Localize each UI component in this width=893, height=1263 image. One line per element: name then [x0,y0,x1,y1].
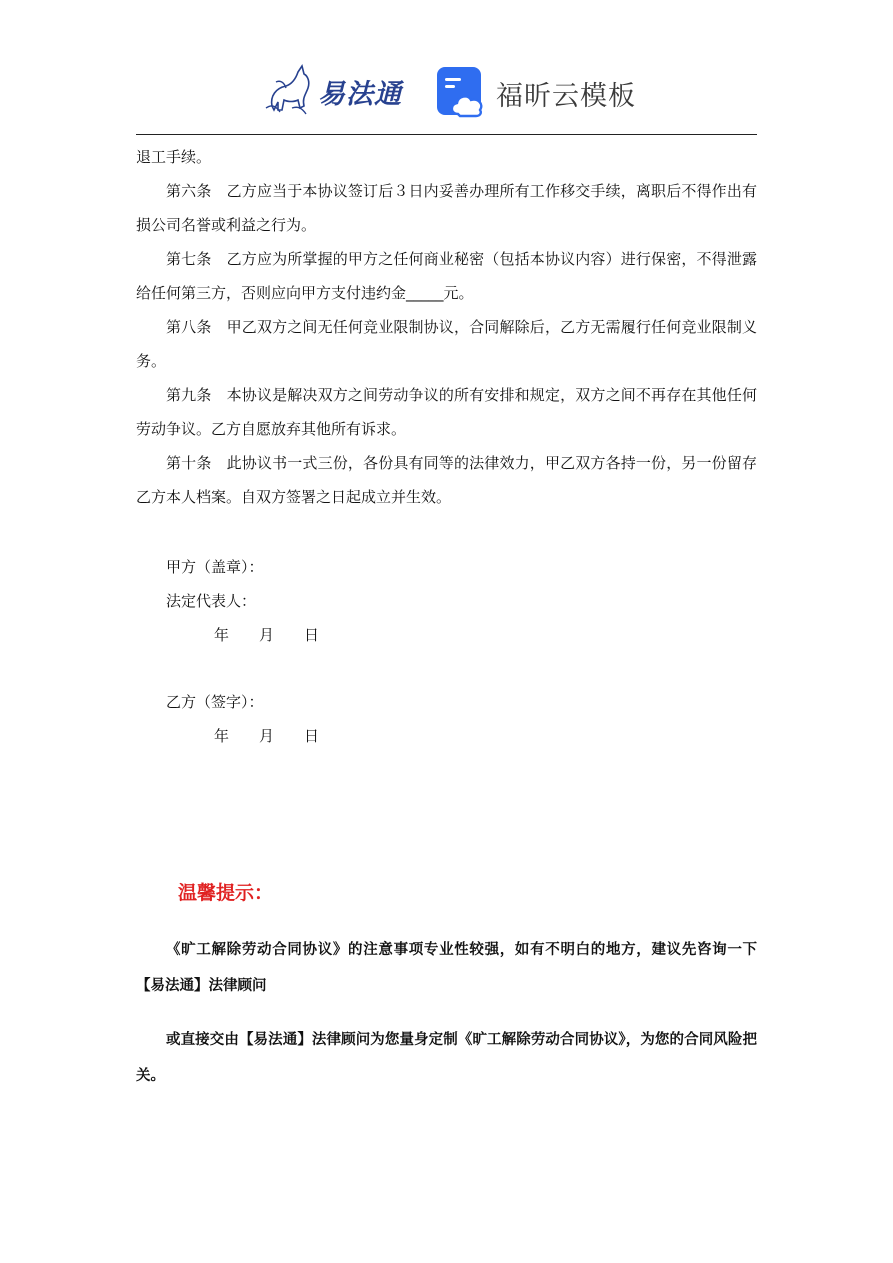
foxit-cloud-template-logo [436,66,636,118]
party-a-seal-label: 甲方（盖章）： [166,558,264,576]
unicorn-icon [262,62,322,118]
tips-paragraph-1: 《旷工解除劳动合同协议》的注意事项专业性较强，如有不明白的地方，建议先咨询一下【易法通】法律顾问 [136,941,757,994]
tips-title: 温馨提示： [178,882,274,904]
article-9: 第九条 本协议是解决双方之间劳动争议的所有安排和规定，双方之间不再存在其他任何劳动争议。乙方自愿放弃其他所有诉求。 [136,386,757,438]
article-7: 第七条 乙方应为所掌握的甲方之任何商业秘密（包括本协议内容）进行保密，不得泄露给任何第三方，否则应向甲方支付违约金_____元。 [136,250,757,302]
article-6: 第六条 乙方应当于本协议签订后３日内妥善办理所有工作移交手续，离职后不得作出有损公司名誉或利益之行为。 [136,182,757,234]
page-header [0,58,893,122]
yifatong-logo [262,62,412,118]
legal-representative-label: 法定代表人： [166,592,257,610]
article-8: 第八条 甲乙双方之间无任何竞业限制协议，合同解除后，乙方无需履行任何竞业限制义务。 [136,318,757,370]
paragraph-continuation: 退工手续。 [136,148,212,166]
party-b-signature-label: 乙方（签字）： [166,693,264,711]
article-10: 第十条 此协议书一式三份，各份具有同等的法律效力，甲乙双方各持一份，另一份留存乙方本人档案。自双方签署之日起成立并生效。 [136,454,757,506]
party-a-date-line: 年 月 日 [214,626,320,644]
yifatong-logo-text: 易法通 [318,79,402,110]
tips-paragraph-2: 或直接交由【易法通】法律顾问为您量身定制《旷工解除劳动合同协议》，为您的合同风险把关。 [136,1031,757,1084]
header-divider [136,134,757,135]
party-b-date-line: 年 月 日 [214,727,320,745]
cloud-document-icon [436,66,488,118]
agreement-body [136,140,757,514]
foxit-cloud-template-text: 福昕云模板 [496,81,636,112]
